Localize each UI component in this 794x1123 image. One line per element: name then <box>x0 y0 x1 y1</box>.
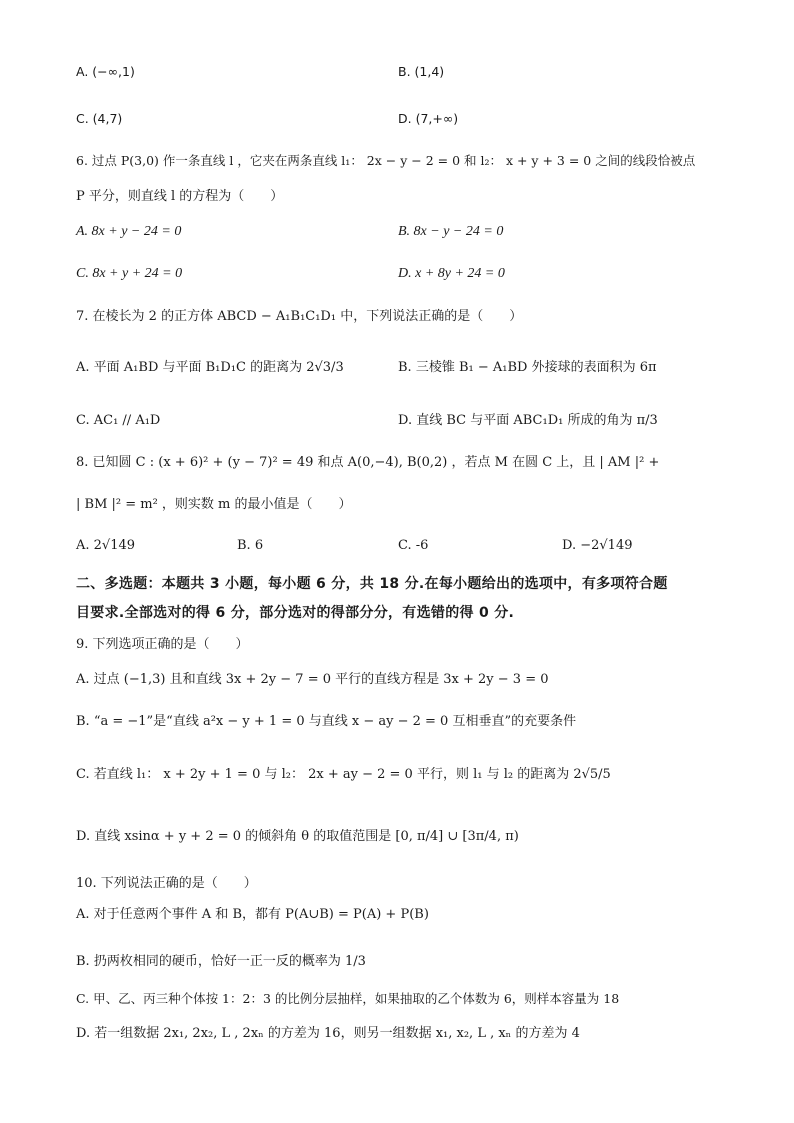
q6-stem-line1: 6. 过点 P(3,0) 作一条直线 l ，它夹在两条直线 l₁： 2x − y − 2 = 0 和 l₂： x + y + 3 = 0 之间的线段恰被点 <box>76 153 696 168</box>
q7-stem: 7. 在棱长为 2 的正方体 ABCD − A₁B₁C₁D₁ 中，下列说法正确的是（ ） <box>76 309 523 324</box>
q5-option-c: C. (4,7) <box>76 111 123 126</box>
q9-option-d: D. 直线 xsinα + y + 2 = 0 的倾斜角 θ 的取值范围是 [0, π/4] ∪ [3π/4, π) <box>76 829 519 844</box>
q10-option-a: A. 对于任意两个事件 A 和 B，都有 P(A∪B) = P(A) + P(B) <box>76 907 429 922</box>
q10-option-d: D. 若一组数据 2x₁, 2x₂, L , 2xₙ 的方差为 16，则另一组数据 x₁, x₂, L , xₙ 的方差为 4 <box>76 1026 580 1041</box>
q7-option-c: C. AC₁ // A₁D <box>76 413 161 428</box>
q7-option-a: A. 平面 A₁BD 与平面 B₁D₁C 的距离为 2√3/3 <box>76 360 344 375</box>
q9-option-c: C. 若直线 l₁： x + 2y + 1 = 0 与 l₂： 2x + ay − 2 = 0 平行，则 l₁ 与 l₂ 的距离为 2√5/5 <box>76 767 611 782</box>
q5-option-a: A. (−∞,1) <box>76 64 135 79</box>
q9-option-a: A. 过点 (−1,3) 且和直线 3x + 2y − 7 = 0 平行的直线方程是 3x + 2y − 3 = 0 <box>76 672 549 687</box>
q6-option-d: D. x + 8y + 24 = 0 <box>398 266 505 281</box>
q6-option-a: A. 8x + y − 24 = 0 <box>76 224 182 239</box>
section-heading-line1: 二、多选题：本题共 3 小题，每小题 6 分，共 18 分.在每小题给出的选项中，有多项符合题 <box>76 576 668 592</box>
q8-option-b: B. 6 <box>237 538 264 553</box>
q10-stem: 10. 下列说法正确的是（ ） <box>76 876 257 891</box>
q9-stem: 9. 下列选项正确的是（ ） <box>76 637 249 652</box>
q7-option-d: D. 直线 BC 与平面 ABC₁D₁ 所成的角为 π/3 <box>398 413 658 428</box>
q8-option-a: A. 2√149 <box>76 538 136 553</box>
q9-option-b: B. “a = −1”是“直线 a²x − y + 1 = 0 与直线 x − ay − 2 = 0 互相垂直”的充要条件 <box>76 714 577 729</box>
q6-option-b: B. 8x − y − 24 = 0 <box>398 224 504 239</box>
q6-option-c: C. 8x + y + 24 = 0 <box>76 266 183 281</box>
q5-option-d: D. (7,+∞) <box>398 111 459 126</box>
q5-option-b: B. (1,4) <box>398 64 445 79</box>
q7-option-b: B. 三棱锥 B₁ − A₁BD 外接球的表面积为 6π <box>398 360 657 375</box>
q8-option-d: D. −2√149 <box>562 538 633 553</box>
q8-stem-line1: 8. 已知圆 C : (x + 6)² + (y − 7)² = 49 和点 A(0,−4), B(0,2) ，若点 M 在圆 C 上，且 | AM |² + <box>76 455 660 470</box>
q10-option-b: B. 扔两枚相同的硬币，恰好一正一反的概率为 1/3 <box>76 954 366 969</box>
q6-stem-line2: P 平分，则直线 l 的方程为（ ） <box>76 189 284 204</box>
q8-stem-line2: | BM |² = m² ，则实数 m 的最小值是（ ） <box>76 497 352 512</box>
q10-option-c: C. 甲、乙、丙三种个体按 1：2：3 的比例分层抽样，如果抽取的乙个体数为 6，则样本容量为 18 <box>76 991 620 1006</box>
q8-option-c: C. -6 <box>398 538 429 553</box>
section-heading-line2: 目要求.全部选对的得 6 分，部分选对的得部分分，有选错的得 0 分. <box>76 605 515 621</box>
